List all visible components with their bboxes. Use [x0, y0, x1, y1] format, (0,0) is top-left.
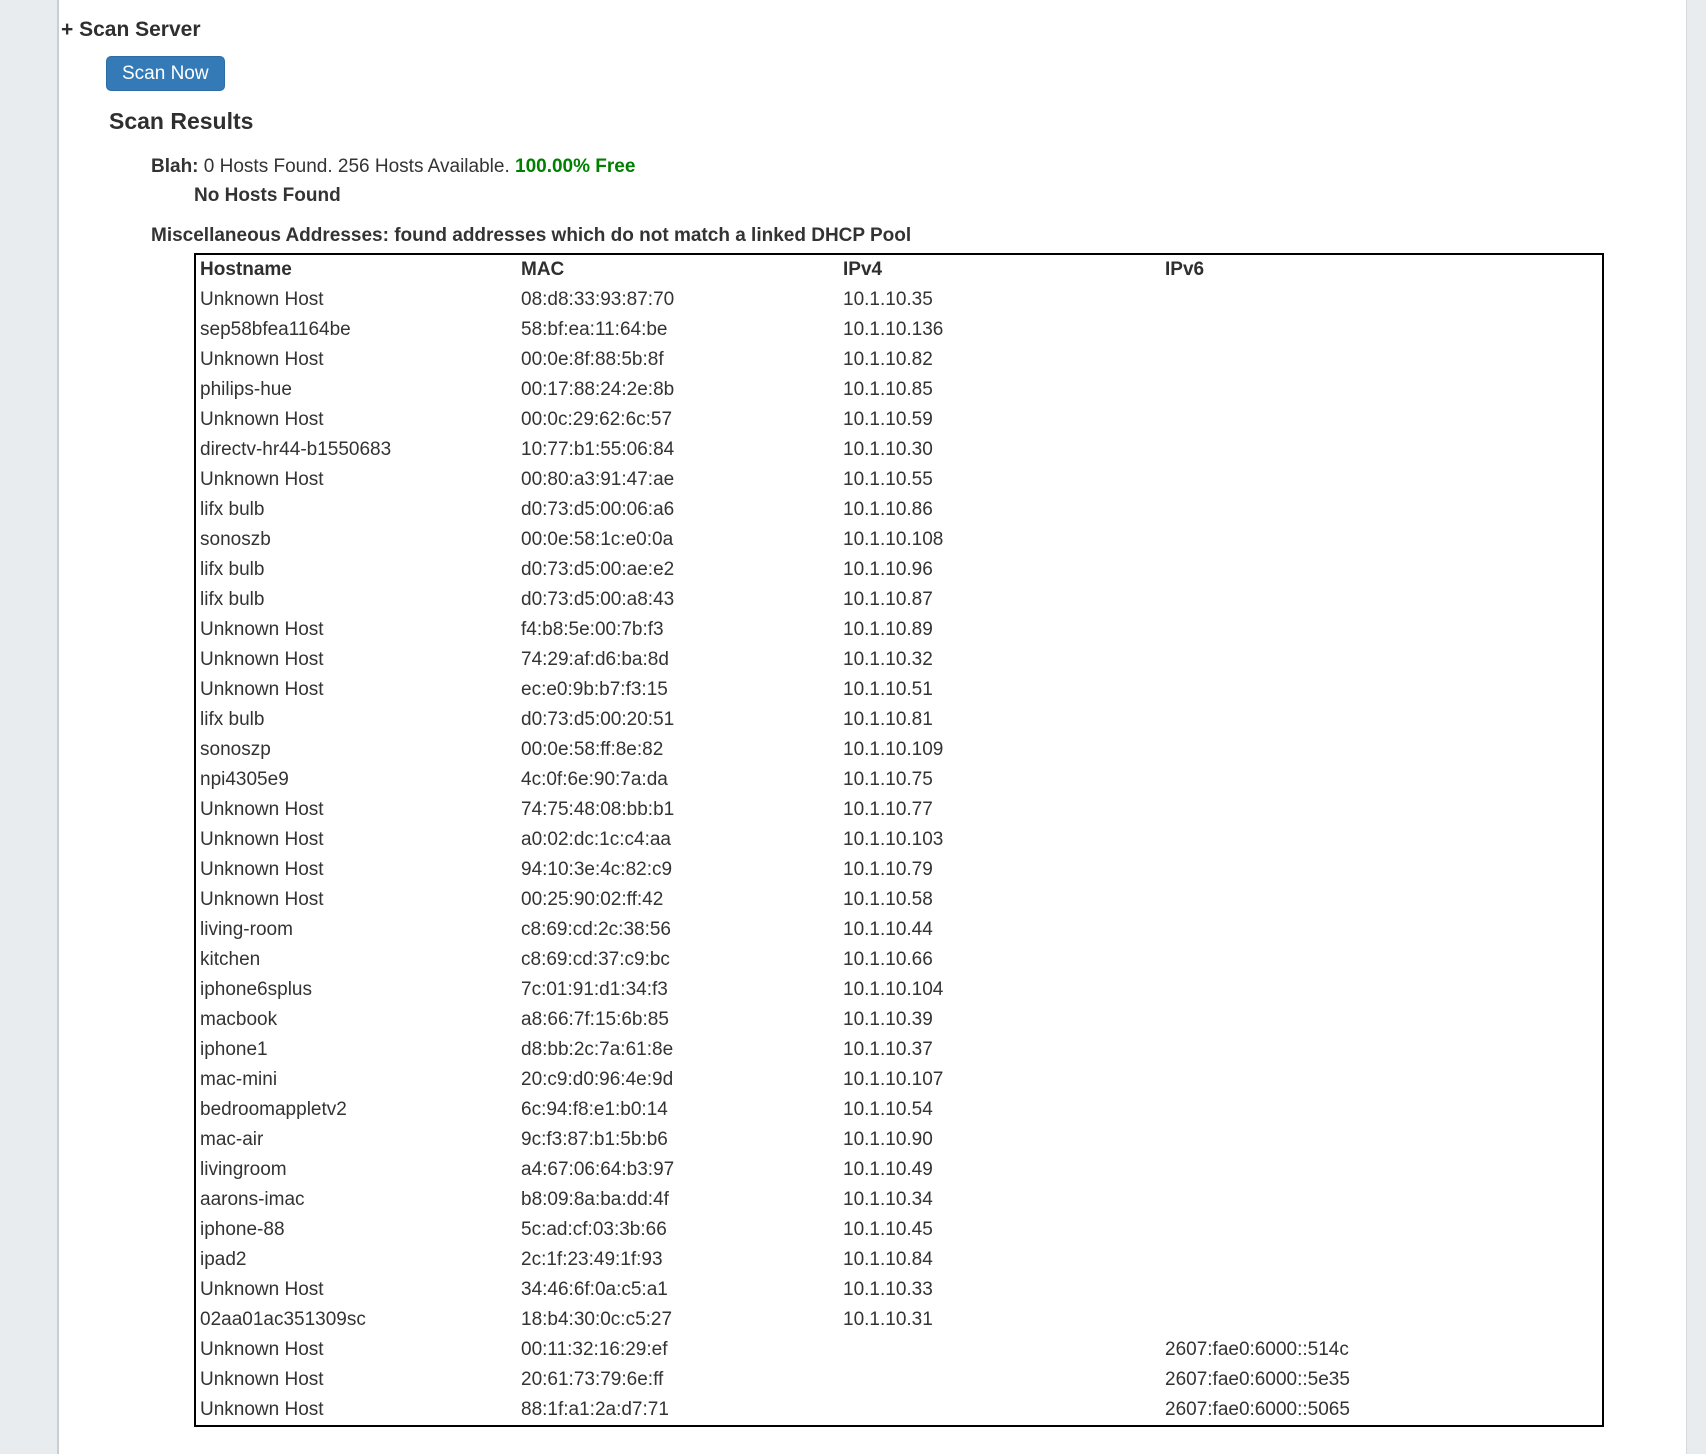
summary-label: Blah: [151, 156, 199, 177]
table-row [195, 345, 1603, 375]
hostname-cell: mac-mini [200, 1069, 278, 1090]
mac-cell: 74:29:af:d6:ba:8d [521, 649, 669, 670]
hostname-cell: macbook [200, 1009, 278, 1030]
ipv6-cell [1161, 315, 1603, 345]
table-header-row [195, 254, 1603, 285]
ipv4-cell: 10.1.10.32 [843, 649, 933, 670]
ipv4-cell: 10.1.10.104 [843, 979, 944, 1000]
hostname-cell: Unknown Host [200, 619, 324, 640]
table-row [195, 585, 1603, 615]
scan-summary-line [151, 155, 1686, 179]
summary-free-percent: 100.00% Free [515, 156, 636, 177]
table-body [195, 285, 1603, 1426]
ipv4-cell: 10.1.10.51 [843, 679, 933, 700]
table-row [195, 825, 1603, 855]
table-row [195, 735, 1603, 765]
hostname-cell: Unknown Host [200, 409, 324, 430]
table-row [195, 405, 1603, 435]
ipv6-cell [1161, 1185, 1603, 1215]
mac-cell: c8:69:cd:2c:38:56 [521, 919, 671, 940]
mac-cell: d0:73:d5:00:06:a6 [521, 499, 675, 520]
ipv4-cell: 10.1.10.87 [843, 589, 933, 610]
ipv4-cell: 10.1.10.54 [843, 1099, 933, 1120]
hostname-cell: Unknown Host [200, 679, 324, 700]
hostname-cell: directv-hr44-b1550683 [200, 439, 392, 460]
table-row [195, 1395, 1603, 1426]
ipv4-cell: 10.1.10.75 [843, 769, 933, 790]
ipv6-cell [1161, 465, 1603, 495]
hostname-cell: Unknown Host [200, 829, 324, 850]
misc-addresses-heading: Miscellaneous Addresses: found addresses which do not match a linked DHCP Pool [151, 225, 912, 246]
scan-results-table [194, 253, 1604, 1427]
ipv6-cell [1161, 1035, 1603, 1065]
summary-text: 0 Hosts Found. 256 Hosts Available. [203, 156, 510, 177]
table-row [195, 1005, 1603, 1035]
mac-cell: d8:bb:2c:7a:61:8e [521, 1039, 674, 1060]
mac-cell: 18:b4:30:0c:c5:27 [521, 1309, 673, 1330]
table-row [195, 975, 1603, 1005]
scan-now-button-row [106, 56, 1686, 91]
hostname-cell: sonoszp [200, 739, 271, 760]
table-row [195, 675, 1603, 705]
mac-cell: 10:77:b1:55:06:84 [521, 439, 675, 460]
ipv6-cell [1161, 795, 1603, 825]
table-row [195, 645, 1603, 675]
ipv4-cell: 10.1.10.79 [843, 859, 933, 880]
ipv6-cell [1161, 495, 1603, 525]
mac-cell: 2c:1f:23:49:1f:93 [521, 1249, 663, 1270]
ipv4-cell: 10.1.10.136 [843, 319, 944, 340]
table-row [195, 1035, 1603, 1065]
ipv4-cell: 10.1.10.84 [843, 1249, 933, 1270]
hostname-cell: npi4305e9 [200, 769, 289, 790]
ipv4-cell: 10.1.10.58 [843, 889, 933, 910]
table-row [195, 1185, 1603, 1215]
mac-cell: 08:d8:33:93:87:70 [521, 289, 675, 310]
mac-cell: 00:0e:58:ff:8e:82 [521, 739, 664, 760]
ipv6-cell [1161, 825, 1603, 855]
ipv6-cell [1161, 1215, 1603, 1245]
table-row [195, 1155, 1603, 1185]
ipv6-cell [1161, 375, 1603, 405]
ipv4-cell: 10.1.10.44 [843, 919, 933, 940]
ipv4-cell [839, 1365, 1161, 1395]
ipv6-cell [1161, 705, 1603, 735]
ipv6-cell [1161, 645, 1603, 675]
table-row [195, 1095, 1603, 1125]
mac-cell: 00:17:88:24:2e:8b [521, 379, 675, 400]
mac-cell: a4:67:06:64:b3:97 [521, 1159, 675, 1180]
table-row [195, 285, 1603, 315]
ipv6-cell [1161, 1095, 1603, 1125]
ipv6-cell [1161, 765, 1603, 795]
ipv4-cell: 10.1.10.31 [843, 1309, 933, 1330]
table-row [195, 1305, 1603, 1335]
mac-cell: 20:c9:d0:96:4e:9d [521, 1069, 674, 1090]
ipv4-cell: 10.1.10.30 [843, 439, 933, 460]
hostname-cell: philips-hue [200, 379, 292, 400]
ipv4-cell: 10.1.10.96 [843, 559, 933, 580]
ipv4-cell: 10.1.10.107 [843, 1069, 944, 1090]
ipv4-cell: 10.1.10.109 [843, 739, 944, 760]
table-row [195, 465, 1603, 495]
mac-cell: 34:46:6f:0a:c5:a1 [521, 1279, 668, 1300]
ipv4-cell: 10.1.10.86 [843, 499, 933, 520]
hostname-cell: iphone1 [200, 1039, 268, 1060]
table-row [195, 1125, 1603, 1155]
hostname-cell: sep58bfea1164be [200, 319, 351, 340]
scan-server-heading: + Scan Server [61, 18, 201, 41]
ipv6-cell: 2607:fae0:6000::5065 [1165, 1399, 1350, 1420]
ipv4-cell: 10.1.10.90 [843, 1129, 933, 1150]
ipv6-cell [1161, 885, 1603, 915]
mac-cell: 58:bf:ea:11:64:be [521, 319, 668, 340]
table-row [195, 795, 1603, 825]
scan-now-button[interactable]: Scan Now [106, 56, 225, 91]
ipv4-cell: 10.1.10.39 [843, 1009, 933, 1030]
hostname-cell: Unknown Host [200, 649, 324, 670]
hostname-cell: Unknown Host [200, 1339, 324, 1360]
mac-cell: 6c:94:f8:e1:b0:14 [521, 1099, 668, 1120]
hostname-cell: Unknown Host [200, 799, 324, 820]
table-row [195, 915, 1603, 945]
hostname-cell: iphone-88 [200, 1219, 285, 1240]
ipv6-cell [1161, 1125, 1603, 1155]
ipv4-cell: 10.1.10.35 [843, 289, 933, 310]
mac-cell: 00:80:a3:91:47:ae [521, 469, 675, 490]
hostname-cell: kitchen [200, 949, 261, 970]
mac-cell: 00:25:90:02:ff:42 [521, 889, 664, 910]
table-row [195, 1065, 1603, 1095]
hostname-cell: Unknown Host [200, 349, 324, 370]
ipv4-cell: 10.1.10.55 [843, 469, 933, 490]
mac-cell: 94:10:3e:4c:82:c9 [521, 859, 673, 880]
mac-cell: 00:0e:58:1c:e0:0a [521, 529, 674, 550]
ipv4-cell: 10.1.10.85 [843, 379, 933, 400]
table-row [195, 705, 1603, 735]
hostname-cell: ipad2 [200, 1249, 247, 1270]
scan-results-heading: Scan Results [109, 108, 254, 134]
ipv4-cell: 10.1.10.45 [843, 1219, 933, 1240]
ipv6-cell [1161, 945, 1603, 975]
table-row [195, 1335, 1603, 1365]
ipv6-cell [1161, 855, 1603, 885]
hostname-cell: lifx bulb [200, 499, 265, 520]
ipv4-cell [839, 1335, 1161, 1365]
table-row [195, 885, 1603, 915]
ipv6-cell [1161, 555, 1603, 585]
ipv4-cell: 10.1.10.49 [843, 1159, 933, 1180]
hostname-cell: Unknown Host [200, 289, 324, 310]
ipv4-cell [839, 1395, 1161, 1426]
ipv4-cell: 10.1.10.81 [843, 709, 933, 730]
hostname-cell: lifx bulb [200, 559, 265, 580]
ipv6-cell [1161, 405, 1603, 435]
ipv6-cell [1161, 285, 1603, 315]
ipv6-cell [1161, 1275, 1603, 1305]
mac-cell: 74:75:48:08:bb:b1 [521, 799, 675, 820]
ipv6-cell [1161, 915, 1603, 945]
mac-cell: 00:0e:8f:88:5b:8f [521, 349, 664, 370]
table-row [195, 555, 1603, 585]
hostname-cell: livingroom [200, 1159, 287, 1180]
hostname-cell: 02aa01ac351309sc [200, 1309, 366, 1330]
ipv4-cell: 10.1.10.59 [843, 409, 933, 430]
no-hosts-found-text: No Hosts Found [194, 185, 341, 206]
hostname-cell: Unknown Host [200, 1369, 324, 1390]
table-row [195, 1365, 1603, 1395]
ipv4-cell: 10.1.10.77 [843, 799, 933, 820]
mac-cell: 88:1f:a1:2a:d7:71 [521, 1399, 669, 1420]
mac-cell: c8:69:cd:37:c9:bc [521, 949, 670, 970]
mac-cell: 5c:ad:cf:03:3b:66 [521, 1219, 667, 1240]
ipv6-cell [1161, 1245, 1603, 1275]
hostname-cell: lifx bulb [200, 589, 265, 610]
mac-cell: ec:e0:9b:b7:f3:15 [521, 679, 668, 700]
hostname-cell: Unknown Host [200, 1399, 324, 1420]
table-row [195, 1245, 1603, 1275]
ipv6-cell [1161, 615, 1603, 645]
hostname-cell: lifx bulb [200, 709, 265, 730]
hostname-cell: sonoszb [200, 529, 271, 550]
ipv6-cell: 2607:fae0:6000::5e35 [1165, 1369, 1350, 1390]
table-row [195, 615, 1603, 645]
mac-cell: a8:66:7f:15:6b:85 [521, 1009, 669, 1030]
hostname-cell: living-room [200, 919, 293, 940]
mac-cell: 00:0c:29:62:6c:57 [521, 409, 673, 430]
hostname-cell: Unknown Host [200, 889, 324, 910]
ipv6-cell [1161, 345, 1603, 375]
table-row [195, 855, 1603, 885]
table-row [195, 315, 1603, 345]
ipv4-column-header: IPv4 [843, 259, 883, 280]
ipv6-cell [1161, 1305, 1603, 1335]
mac-cell: d0:73:d5:00:ae:e2 [521, 559, 675, 580]
ipv6-column-header: IPv6 [1165, 259, 1205, 280]
table-row [195, 945, 1603, 975]
hostname-cell: Unknown Host [200, 1279, 324, 1300]
ipv6-cell [1161, 1065, 1603, 1095]
hostname-cell: Unknown Host [200, 859, 324, 880]
ipv6-cell [1161, 435, 1603, 465]
mac-cell: 00:11:32:16:29:ef [521, 1339, 668, 1360]
mac-cell: 9c:f3:87:b1:5b:b6 [521, 1129, 668, 1150]
mac-cell: b8:09:8a:ba:dd:4f [521, 1189, 669, 1210]
table-row [195, 435, 1603, 465]
hostname-cell: Unknown Host [200, 469, 324, 490]
ipv4-cell: 10.1.10.103 [843, 829, 944, 850]
table-row [195, 1275, 1603, 1305]
ipv4-cell: 10.1.10.34 [843, 1189, 933, 1210]
content-panel [57, 0, 1687, 1454]
mac-cell: d0:73:d5:00:a8:43 [521, 589, 675, 610]
mac-cell: 7c:01:91:d1:34:f3 [521, 979, 668, 1000]
mac-cell: f4:b8:5e:00:7b:f3 [521, 619, 664, 640]
ipv6-cell [1161, 1155, 1603, 1185]
table-row [195, 1215, 1603, 1245]
ipv6-cell [1161, 675, 1603, 705]
mac-cell: 4c:0f:6e:90:7a:da [521, 769, 668, 790]
table-row [195, 495, 1603, 525]
mac-cell: d0:73:d5:00:20:51 [521, 709, 675, 730]
mac-column-header: MAC [521, 259, 565, 280]
ipv6-cell [1161, 735, 1603, 765]
ipv6-cell [1161, 1005, 1603, 1035]
ipv4-cell: 10.1.10.108 [843, 529, 944, 550]
ipv4-cell: 10.1.10.37 [843, 1039, 933, 1060]
hostname-cell: bedroomappletv2 [200, 1099, 347, 1120]
table-row [195, 765, 1603, 795]
hostname-column-header: Hostname [200, 259, 292, 280]
ipv6-cell [1161, 975, 1603, 1005]
table-row [195, 375, 1603, 405]
ipv4-cell: 10.1.10.33 [843, 1279, 933, 1300]
ipv4-cell: 10.1.10.89 [843, 619, 933, 640]
hostname-cell: mac-air [200, 1129, 264, 1150]
ipv6-cell [1161, 525, 1603, 555]
ipv4-cell: 10.1.10.66 [843, 949, 933, 970]
hostname-cell: iphone6splus [200, 979, 312, 1000]
mac-cell: a0:02:dc:1c:c4:aa [521, 829, 671, 850]
hostname-cell: aarons-imac [200, 1189, 305, 1210]
ipv4-cell: 10.1.10.82 [843, 349, 933, 370]
ipv6-cell [1161, 585, 1603, 615]
table-row [195, 525, 1603, 555]
ipv6-cell: 2607:fae0:6000::514c [1165, 1339, 1349, 1360]
mac-cell: 20:61:73:79:6e:ff [521, 1369, 664, 1390]
